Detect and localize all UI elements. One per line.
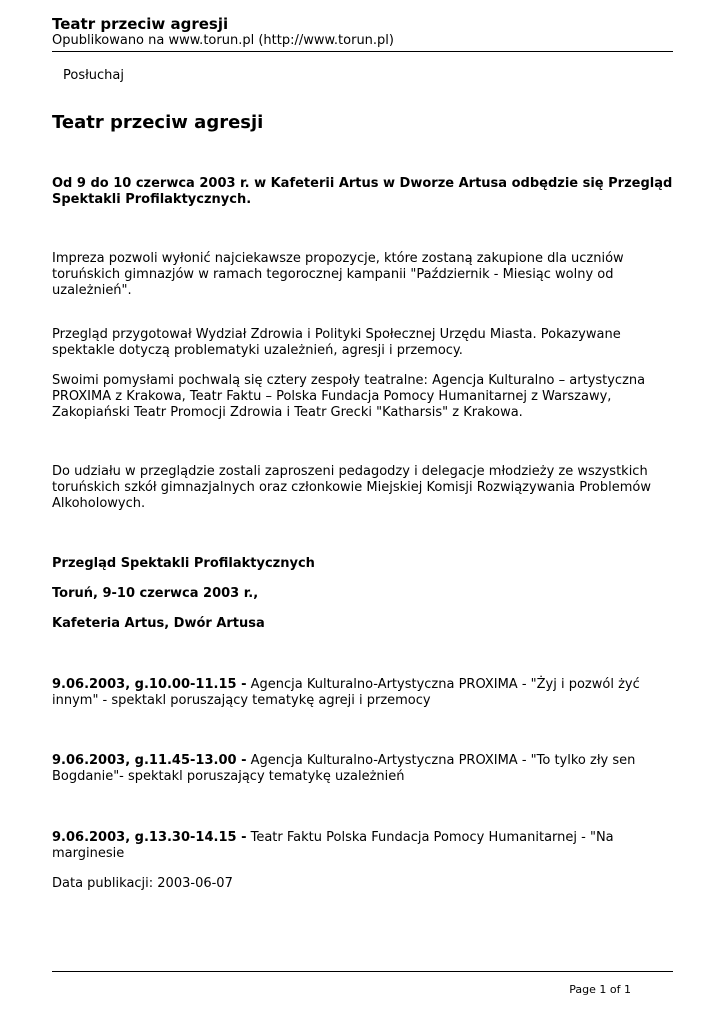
article-title: Teatr przeciw agresji bbox=[52, 112, 264, 133]
schedule-description: Agencja Kulturalno-Artystyczna PROXIMA - "To tylko zły sen Bogdanie"- spektakl poruszający tematykę uzależnień bbox=[52, 753, 636, 784]
schedule-item bbox=[52, 830, 673, 862]
schedule-item bbox=[52, 677, 673, 709]
publication-date: Data publikacji: 2003-06-07 bbox=[52, 876, 233, 891]
header-divider bbox=[52, 51, 673, 52]
schedule-description: Teatr Faktu Polska Fundacja Pomocy Humanitarnej - "Na marginesie bbox=[52, 830, 614, 861]
schedule-time: 9.06.2003, g.11.45-13.00 - bbox=[52, 753, 247, 768]
source-line: Opublikowano na www.torun.pl (http://www.torun.pl) bbox=[52, 33, 394, 48]
printed-page bbox=[52, 0, 673, 1024]
article-paragraph: Impreza pozwoli wyłonić najciekawsze propozycje, które zostaną zakupione dla uczniów toruńskich gimnazjów w ramach tegorocznej kampanii "Październik - Miesiąc wolny od uzależnień". bbox=[52, 251, 624, 298]
article-paragraph: Przegląd przygotował Wydział Zdrowia i Polityki Społecznej Urzędu Miasta. Pokazywane spektakle dotyczą problematyki uzależnień, agresji i przemocy. bbox=[52, 327, 621, 358]
schedule-time: 9.06.2003, g.13.30-14.15 - bbox=[52, 830, 247, 845]
site-title: Teatr przeciw agresji bbox=[52, 15, 229, 33]
event-venue: Kafeteria Artus, Dwór Artusa bbox=[52, 616, 265, 631]
schedule-item bbox=[52, 753, 673, 785]
schedule-time: 9.06.2003, g.10.00-11.15 - bbox=[52, 677, 247, 692]
article-lead: Od 9 do 10 czerwca 2003 r. w Kafeterii Artus w Dworze Artusa odbędzie się Przegląd Spektakli Profilaktycznych. bbox=[52, 176, 673, 207]
page-number: Page 1 of 1 bbox=[569, 983, 631, 996]
event-place-date: Toruń, 9-10 czerwca 2003 r., bbox=[52, 586, 259, 601]
schedule-description: Agencja Kulturalno-Artystyczna PROXIMA - "Żyj i pozwól żyć innym" - spektakl poruszający tematykę agreji i przemocy bbox=[52, 677, 640, 708]
listen-link[interactable]: Posłuchaj bbox=[63, 68, 125, 83]
article-paragraph: Do udziału w przeglądzie zostali zaproszeni pedagodzy i delegacje młodzieży ze wszystkich toruńskich szkół gimnazjalnych oraz członkowie Miejskiej Komisji Rozwiązywania Problemów Alkoholowych. bbox=[52, 464, 651, 511]
article-paragraph: Swoimi pomysłami pochwalą się cztery zespoły teatralne: Agencja Kulturalno – artystyczna PROXIMA z Krakowa, Teatr Faktu – Polska Fundacja Pomocy Humanitarnej z Warszawy, Zakopiański Teatr Promocji Zdrowia i Teatr Grecki "Katharsis" z Krakowa. bbox=[52, 373, 646, 420]
footer-divider bbox=[52, 971, 673, 972]
event-name: Przegląd Spektakli Profilaktycznych bbox=[52, 556, 315, 571]
